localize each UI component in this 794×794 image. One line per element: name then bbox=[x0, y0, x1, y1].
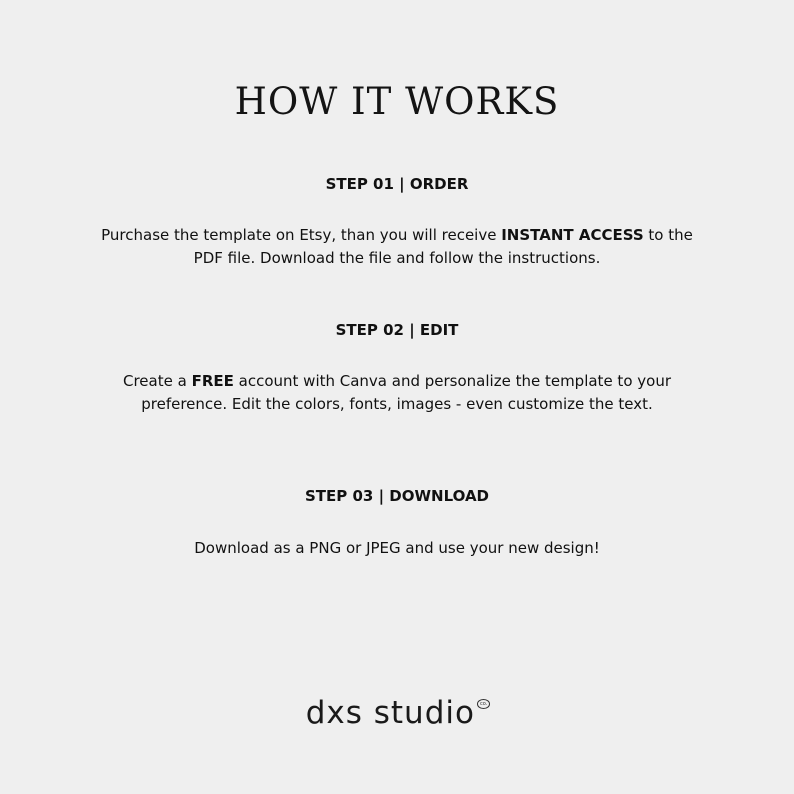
step-2-emphasis: FREE bbox=[191, 372, 234, 390]
page-title: HOW IT WORKS bbox=[234, 80, 560, 123]
step-2-text-b: account with Canva and personalize the template to your preference. Edit the colors, fonts, images - even customize the text. bbox=[141, 372, 671, 413]
step-3-description bbox=[90, 537, 704, 560]
step-2-heading: STEP 02 | EDIT bbox=[335, 321, 459, 339]
step-2-text-a: Create a bbox=[123, 372, 192, 390]
step-1-heading: STEP 01 | ORDER bbox=[325, 175, 469, 193]
step-1-emphasis: INSTANT ACCESS bbox=[501, 226, 644, 244]
step-1-text-a: Purchase the template on Etsy, than you will receive bbox=[101, 226, 502, 244]
logo-co-mark: co. bbox=[477, 699, 490, 709]
step-1-description bbox=[90, 224, 704, 269]
step-3-heading: STEP 03 | DOWNLOAD bbox=[304, 487, 490, 505]
step-2-description bbox=[90, 370, 704, 415]
step-3-text-a: Download as a PNG or JPEG and use your new design! bbox=[194, 539, 600, 557]
brand-logo bbox=[0, 695, 794, 731]
step-1-text-b: to the PDF file. Download the file and follow the instructions. bbox=[193, 226, 693, 267]
logo-wordmark: dxs studio bbox=[305, 695, 475, 731]
